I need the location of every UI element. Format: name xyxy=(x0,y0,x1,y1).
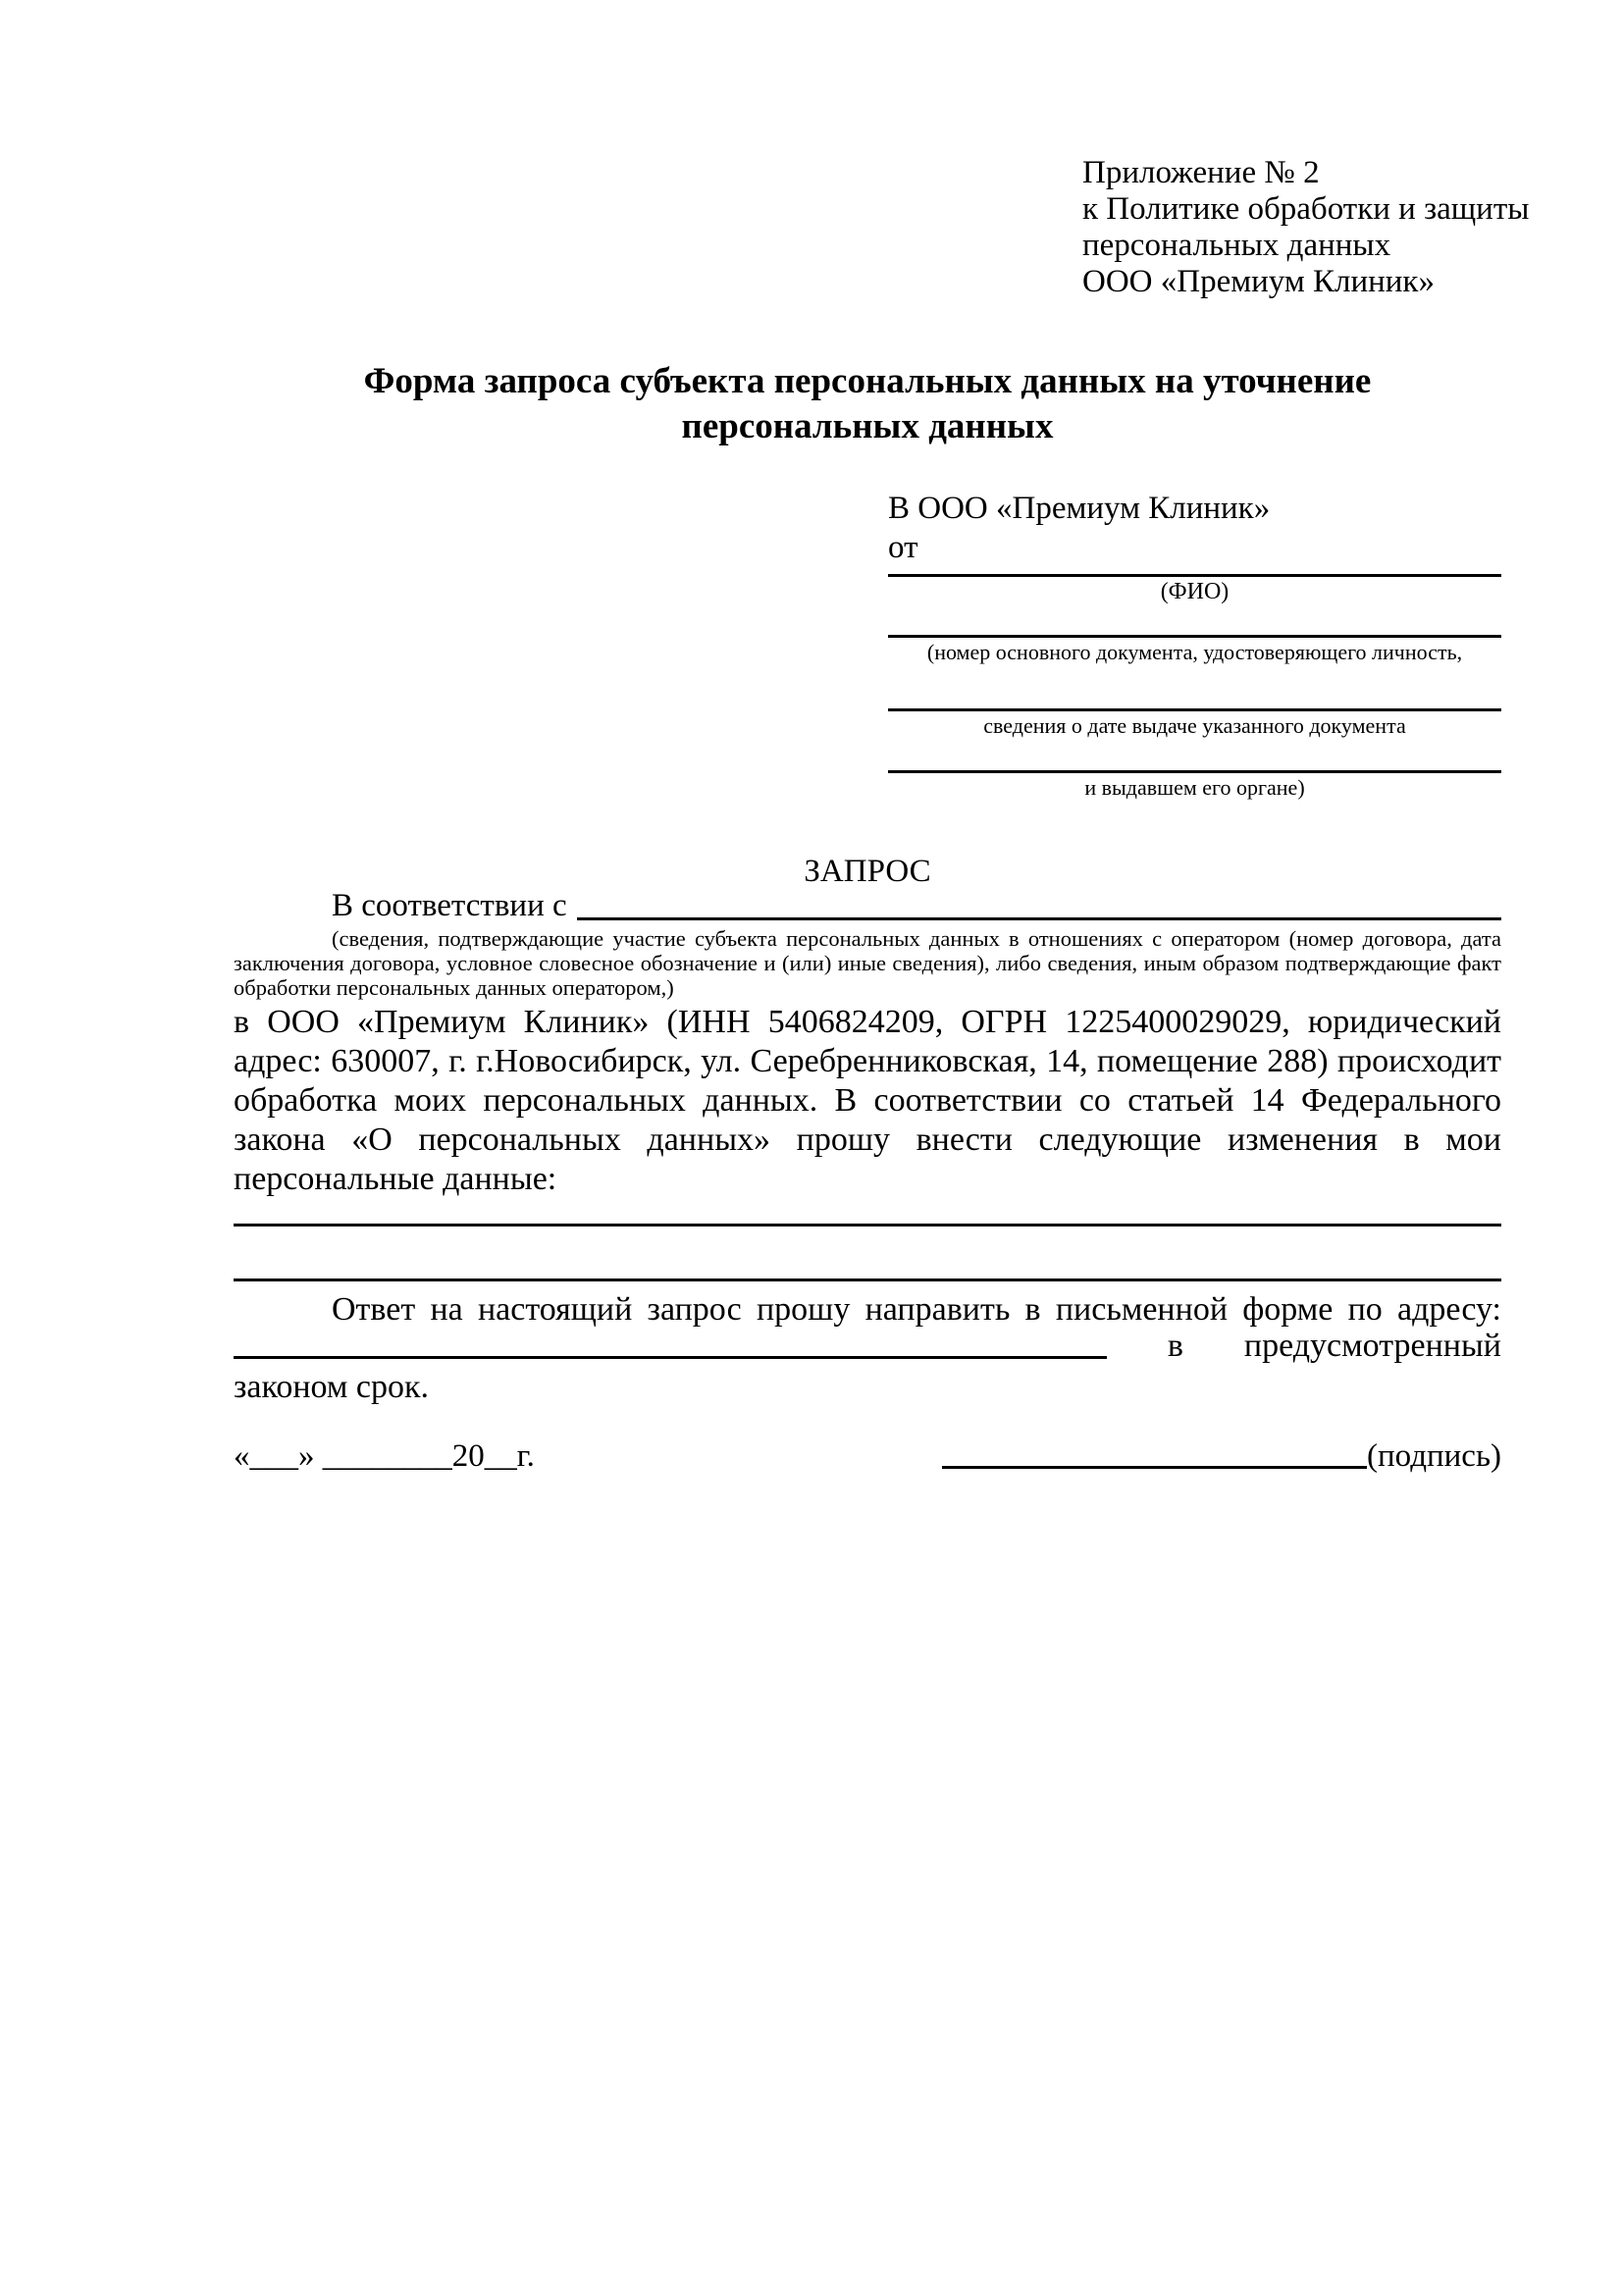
reply-request-ending: законом срок. xyxy=(234,1369,429,1405)
attachment-note-line: ООО «Премиум Клиник» xyxy=(1082,264,1435,299)
fio-caption: (ФИО) xyxy=(1160,579,1230,604)
addressee-block xyxy=(888,489,1501,801)
attachment-note-line: Приложение № 2 xyxy=(1082,155,1320,190)
changes-write-line-1 xyxy=(234,1224,1501,1226)
changes-write-line-2 xyxy=(234,1278,1501,1281)
signature-group xyxy=(942,1436,1501,1476)
date-template: «___» ________20__г. xyxy=(234,1438,535,1474)
explanation-text: (сведения, подтверждающие участие субъекта персональных данных в отношениях с оператором (номер договора, дата заключения договора, условное словесное обозначение и (или) иные сведения), либо сведения, иным образом подтверждающие факт обработки персональных данных оператором,) xyxy=(234,926,1501,1000)
intro-row xyxy=(234,887,1501,924)
doc-number-write-line xyxy=(888,635,1501,638)
signature-write-line xyxy=(942,1466,1367,1469)
document-title-line: Форма запроса субъекта персональных данных на уточнение xyxy=(363,361,1372,401)
attachment-note-line: персональных данных xyxy=(1082,228,1391,263)
reply-word-in: в xyxy=(1167,1328,1183,1364)
reply-address-row xyxy=(234,1327,1501,1366)
doc-date-caption: сведения о дате выдаче указанного документа xyxy=(983,713,1406,738)
intro-text: В соответствии с xyxy=(332,888,567,923)
addressee-from-label: от xyxy=(888,530,918,565)
document-title-line: персональных данных xyxy=(681,406,1054,446)
body-paragraph: в ООО «Премиум Клиник» (ИНН 5406824209, ОГРН 1225400029029, юридический адрес: 630007, г. г.Новосибирск, ул. Серебренниковская, 14, помещение 288) происходит обработка моих персональных данных. В соответствии со статьей 14 Федерального закона «О персональных данных» прошу внести следующие изменения в мои персональные данные: xyxy=(234,1004,1501,1197)
basis-write-line xyxy=(577,887,1501,920)
doc-date-write-line xyxy=(888,708,1501,711)
document-title xyxy=(234,359,1501,449)
address-write-line xyxy=(234,1356,1107,1359)
reply-word-stipulated: предусмотренный xyxy=(1243,1328,1501,1364)
doc-number-caption: (номер основного документа, удостоверяющего личность, xyxy=(926,640,1463,664)
attachment-note-line: к Политике обработки и защиты xyxy=(1082,191,1530,227)
reply-request-text: Ответ на настоящий запрос прошу направить в письменной форме по адресу: xyxy=(332,1291,1501,1328)
doc-issuer-caption: и выдавшем его органе) xyxy=(1084,775,1305,800)
addressee-to: В ООО «Премиум Клиник» xyxy=(888,491,1271,526)
request-heading: ЗАПРОС xyxy=(804,854,931,889)
doc-issuer-write-line xyxy=(888,770,1501,773)
attachment-note xyxy=(1082,155,1534,300)
signature-caption: (подпись) xyxy=(1367,1438,1501,1474)
date-signature-row xyxy=(234,1436,1501,1476)
fio-write-line xyxy=(888,574,1501,577)
